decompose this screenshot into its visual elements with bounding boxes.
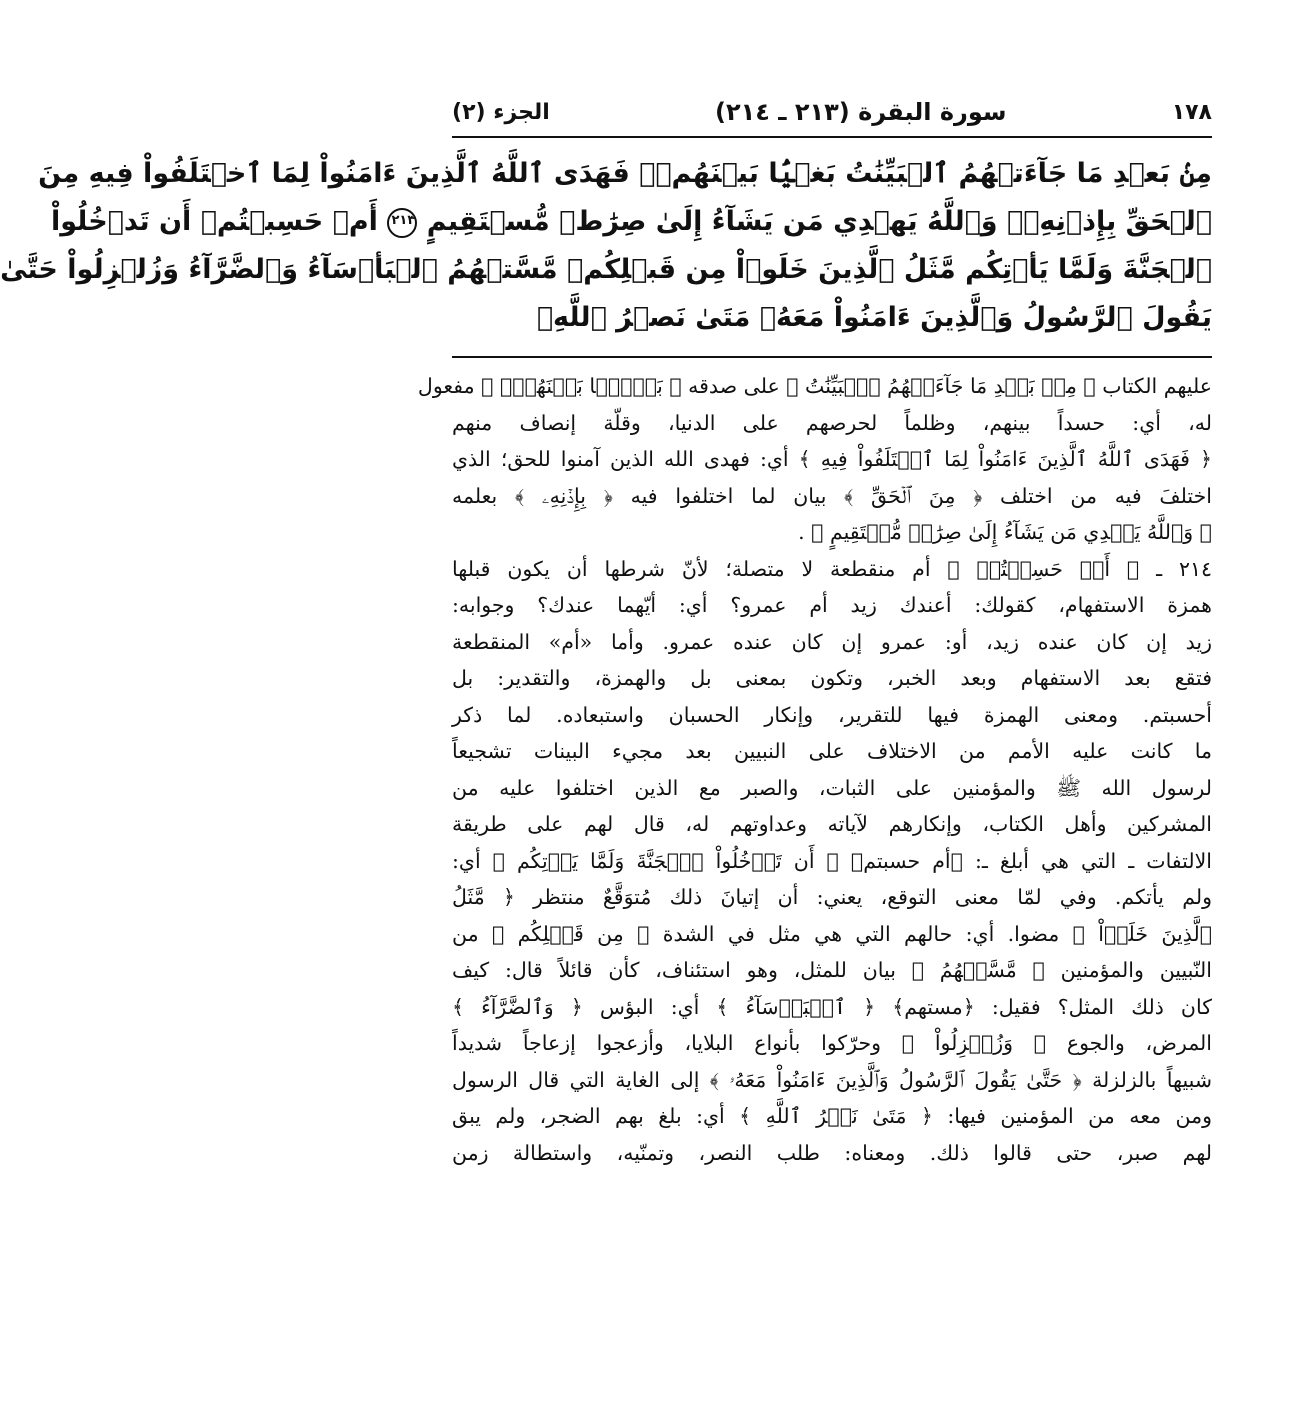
tafsir-line: لهم صبر، حتى قالوا ذلك. ومعناه: طلب النصر، وتمنّيه، واستطالة زمن (452, 1140, 1212, 1165)
tafsir-line: همزة الاستفهام، كقولك: أعندك زيد أم عمرو؟ أي: أيّهما عندك؟ وجوابه: (452, 593, 1212, 617)
tafsir-line: ٱلَّذِينَ خَلَوۡاْ ﴾ مضوا. أي: حالهم التي هي مثل في الشدة ﴿ مِن قَبۡلِكُم ﴾ من (452, 921, 1212, 946)
quran-line-1: مِنۢ بَعۡدِ مَا جَآءَتۡهُمُ ٱلۡبَيِّنَٰتُ بَغۡيَۢا بَيۡنَهُمۡۖ فَهَدَى ٱللَّهُ ٱلَّذِينَ ءَامَنُواْ لِمَا ٱخۡتَلَفُواْ فِيهِ مِنَ (38, 158, 1212, 189)
quran-line-2-tail: أَمۡ حَسِبۡتُمۡ أَن تَدۡخُلُواْ (51, 206, 378, 237)
quran-line-3: ٱلۡجَنَّةَ وَلَمَّا يَأۡتِكُم مَّثَلُ ٱلَّذِينَ خَلَوۡاْ مِن قَبۡلِكُمۖ مَّسَّتۡهُمُ ٱلۡبَأۡسَآءُ وَٱلضَّرَّآءُ وَزُلۡزِلُواْ حَتَّىٰ (0, 254, 1212, 285)
tafsir-line: شبيهاً بالزلزلة ﴿ حَتَّىٰ يَقُولَ ٱلرَّسُولُ وَٱلَّذِينَ ءَامَنُواْ مَعَهُۥ ﴾ إلى الغاية التي قال الرسول (452, 1067, 1212, 1092)
tafsir-line: ما كانت عليه الأمم من الاختلاف على النبيين بعد مجيء البينات تشجيعاً (452, 739, 1212, 763)
page-header (452, 92, 1212, 132)
tafsir-text-block (417, 368, 1212, 1368)
page-number: ١٧٨ (1171, 99, 1212, 125)
tafsir-line: المشركين وأهل الكتاب، وإنكارهم لآياته وعداوتهم له، قال لهم على طريقة (452, 812, 1212, 836)
tafsir-line: اختلفَ فيه من اختلف ﴿ مِنَ ٱلۡحَقِّ ﴾ بيان لما اختلفوا فيه ﴿ بِإِذۡنِهِۦ ﴾ بعلمه (452, 483, 1212, 508)
tafsir-line: له، أي: حسداً بينهم، وظلماً لحرصهم على الدنيا، وقلّة إنصاف منهم (452, 410, 1212, 435)
tafsir-line: ٢١٤ ـ ﴿ أَمۡ حَسِبۡتُمۡ ﴾ أم منقطعة لا متصلة؛ لأنّ شرطها أن يكون قبلها (452, 556, 1212, 581)
surah-title: سورة البقرة (٢١٣ ـ ٢١٤) (715, 98, 1007, 126)
tafsir-line: المرض، والجوع ﴿ وَزُلۡزِلُواْ ﴾ وحرّكوا بأنواع البلايا، وأزعجوا إزعاجاً شديداً (452, 1031, 1212, 1055)
tafsir-line: النّبيين والمؤمنين ﴿ مَّسَّتۡهُمُ ﴾ بيان للمثل، وهو استئناف، كأن قائلاً قال: كيف (452, 958, 1212, 982)
tafsir-line: ولم يأتكم. وفي لمّا معنى التوقع، يعني: أن إتيانَ ذلك مُتوَقَّعٌ منتظر ﴿ مَّثَلُ (452, 885, 1212, 909)
header-divider (452, 136, 1212, 138)
tafsir-line: ومن معه من المؤمنين فيها: ﴿ مَتَىٰ نَصۡرُ ٱللَّهِ ﴾ أي: بلغ بهم الضجر، ولم يبق (452, 1104, 1212, 1128)
quran-text-block (0, 150, 1212, 350)
tafsir-line: ﴿ وَٱللَّهُ يَهۡدِي مَن يَشَآءُ إِلَىٰ صِرَٰطٖ مُّسۡتَقِيمٍ ﴾ . (798, 520, 1212, 544)
tafsir-line: الالتفات ـ التي هي أبلغ ـ: ﴿أم حسبتم﴾ ﴿ أَن تَدۡخُلُواْ ٱلۡجَنَّةَ وَلَمَّا يَأۡتِكُم ﴾ أي: (452, 848, 1212, 873)
quran-divider (452, 356, 1212, 358)
tafsir-line: عليهم الكتاب ﴿ مِنۢ بَعۡدِ مَا جَآءَتۡهُمُ ٱلۡبَيِّنَٰتُ ﴾ على صدقه ﴿ بَغۡيَۢا بَيۡنَهُمۡۖ ﴾ مفعول (417, 374, 1212, 398)
quran-line-4: يَقُولَ ٱلرَّسُولُ وَٱلَّذِينَ ءَامَنُواْ مَعَهُۥ مَتَىٰ نَصۡرُ ٱللَّهِۗ (536, 302, 1212, 333)
quran-line-2-text: ٱلۡحَقِّ بِإِذۡنِهِۦۗ وَٱللَّهُ يَهۡدِي مَن يَشَآءُ إِلَىٰ صِرَٰطٖ مُّسۡتَقِيمٍ (426, 206, 1212, 237)
tafsir-line: ﴿ فَهَدَى ٱللَّهُ ٱلَّذِينَ ءَامَنُواْ لِمَا ٱخۡتَلَفُواْ فِيهِ ﴾ أي: فهدى الله الذين آمنوا للحق؛ الذي (452, 447, 1212, 471)
tafsir-line: زيد إن كان عنده زيد، أو: عمرو إن كان عنده عمرو. وأما «أم» المنقطعة (452, 629, 1212, 654)
tafsir-line: لرسول الله ﷺ والمؤمنين على الثبات، والصبر مع الذين اختلفوا عليه من (452, 775, 1212, 800)
tafsir-line: فتقع بعد الاستفهام وبعد الخبر، وتكون بمعنى بل والهمزة، والتقدير: بل (452, 666, 1212, 690)
ayah-number-marker: ٢١٣ (387, 208, 417, 238)
tafsir-line: أحسبتم. ومعنى الهمزة فيها للتقرير، وإنكار الحسبان واستبعاده. لما ذكر (452, 702, 1212, 727)
juz-label: الجزء (٢) (452, 99, 550, 125)
tafsir-line: كان ذلك المثل؟ فقيل: ﴿مستهم﴾ ﴿ ٱلۡبَأۡسَآءُ ﴾ أي: البؤس ﴿ وَٱلضَّرَّآءُ ﴾ (452, 994, 1212, 1019)
quran-line-2 (51, 198, 1212, 246)
